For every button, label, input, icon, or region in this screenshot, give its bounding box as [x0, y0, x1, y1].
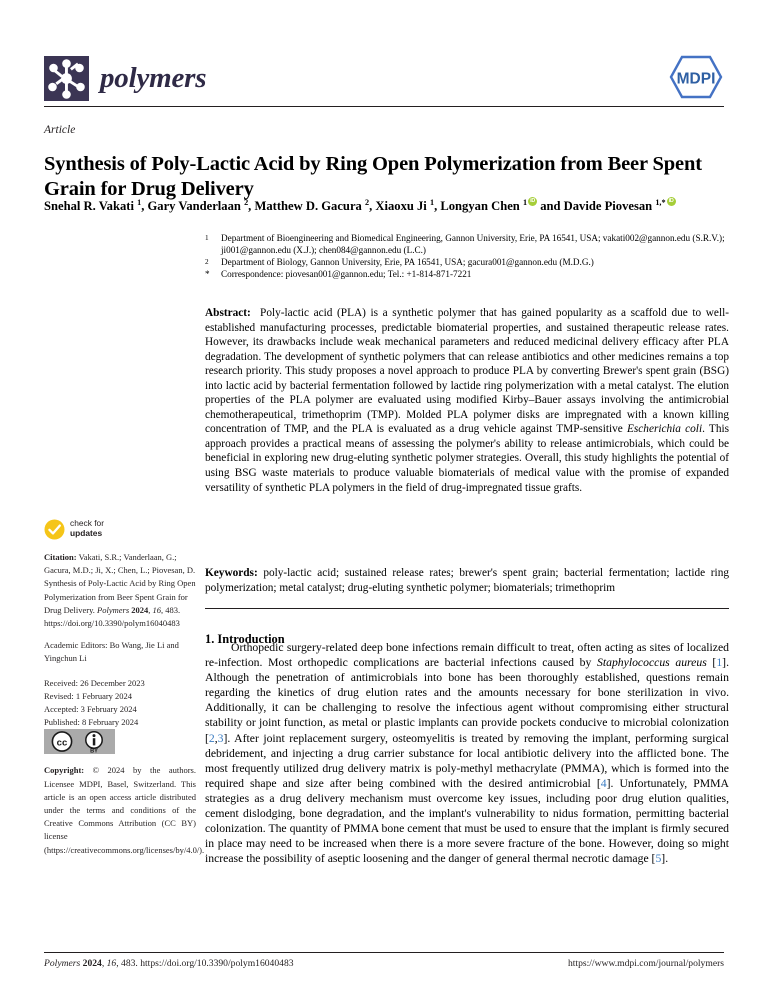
- publication-dates: [44, 677, 196, 730]
- footer-journal-url[interactable]: https://www.mdpi.com/journal/polymers: [567, 958, 724, 969]
- citation-block: Citation: Vakati, S.R.; Vanderlaan, G.; Gacura, M.D.; Ji, X.; Chen, L.; Piovesan, D. Synthesis of Poly-Lactic Acid by Ring Open Polymerization from Beer Spent Grain for Drug Delivery. Polymers 2024, 16, 483. https://doi.org/10.3390/polym16040483: [44, 552, 196, 629]
- affiliation-text: Department of Bioengineering and Biomedical Engineering, Gannon University, Erie, PA 16541, USA; vakati002@gannon.edu (S.R.V.); ji001@gannon.edu (X.J.); chen084@gannon.edu (L.C.): [221, 233, 725, 256]
- sidebar-rail: [44, 516, 205, 857]
- article-type-label: Article: [44, 124, 76, 136]
- masthead: [44, 54, 724, 104]
- section-heading-introduction: 1. Introduction: [205, 632, 285, 647]
- check-updates-line2: updates: [70, 528, 103, 538]
- journal-logo: [44, 56, 206, 101]
- academic-editors: Academic Editors: Bo Wang, Jie Li and Yingchun Li: [44, 640, 179, 664]
- copyright-block: Copyright: © 2024 by the authors. Licensee MDPI, Basel, Switzerland. This article is an open access article distributed under the terms and conditions of the Creative Commons Attribution (CC BY) license (https://creativecommons.org/licenses/by/4.0/).: [44, 765, 205, 855]
- affiliation-marker: 1: [205, 234, 209, 242]
- affiliation-row: [205, 232, 729, 256]
- page-title: Synthesis of Poly-Lactic Acid by Ring Open Polymerization from Beer Spent Grain for Drug Delivery: [44, 152, 702, 200]
- affiliation-row: [205, 268, 729, 280]
- mdpi-logo-icon: [668, 54, 724, 100]
- abstract-block: Abstract: Poly-lactic acid (PLA) is a synthetic polymer that has gained popularity as a scaffold due to well-established manufacturing processes, predictable biomaterial properties, and sustained therapeutic release rates. However, its drawbacks include weak mechanical parameters and reduced medicinal delivery efficacy after PLA degradation. The development of synthetic polymers that can release antibiotics and other medicines remains a top research priority. This study proposes a novel approach to produce PLA by converting Brewer's spent grain (BSG) into lactic acid by bacterial fermentation followed by lactide ring polymerization with a metal catalyst. The elution properties of the PLA polymer are evaluated using modified Kirby–Bauer assays involving the antimicrobial chemotherapeutical, trimethoprim (TMP). Molded PLA polymer disks are impregnated with a known killing concentration of TMP, and the PLA is evaluated as a drug vehicle against TMP-sensitive Escherichia coli. This approach provides a practical means of assessing the polymer's ability to release antimicrobials, which could be beneficial in exploring new drug-eluting synthetic polymer strategies. Overall, this study highlights the potential of using BSG waste materials to produce valuable biomaterials of medical value with the promise of expanded versatility of synthetic PLA polymers in the field of drug-impregnated tissue grafts.: [205, 307, 729, 494]
- orcid-icon[interactable]: [528, 197, 537, 206]
- keywords-label: Keywords:: [205, 567, 258, 579]
- svg-text:cc: cc: [56, 738, 68, 750]
- orcid-icon[interactable]: [667, 197, 676, 206]
- section-body-introduction: Orthopedic surgery-related deep bone infections remain difficult to treat, often acting as sites of localized re-infection. Most orthopedic complications are bacterial infections caused by Staphylococcus aureus [1]. Although the penetration of antimicrobials into bone has been thoroughly established, questions remain regarding the kinetics of drug elution rates and the amounts necessary for bone sterilization in vivo. Additionally, it can be challenging to resolve the infectious agent without compromising either structural stability or joint function, as metal or plastic implants can provide pockets conducive to microbial colonization [2,3]. After joint replacement surgery, osteomyelitis is treated by removing the implant, performing surgical debridement, and injecting a drug carrier substance for local antibiotic delivery into the afflicted bone. The most frequently utilized drug delivery matrix is poly-methyl methacrylate (PMMA), which is formed into the required shape and size after being combined with the desired antimicrobial [4]. Unfortunately, PMMA strategies as a drug delivery mechanism must overcome key issues, including poor drug elution qualities, cement dislodging, bone degradation, and the implant's vulnerability to nidus formation, permitting bacterial colonization. The quantity of PMMA bone cement that must be used to ensure that the implant is firmly secured in place may need to be increased when there is a more severe fracture of the bone. However, doing so might increase the possibility of aseptic loosening and the danger of general thermal necrotic damage [5].: [205, 641, 729, 866]
- check-for-updates-label: [70, 519, 104, 538]
- section-divider: [205, 608, 729, 609]
- keywords-block: Keywords: poly-lactic acid; sustained release rates; brewer's spent grain; bacterial fermentation; lactide ring polymerization; metal catalyst; drug-eluting synthetic polymer; biomaterials; trimethoprim: [205, 567, 729, 594]
- copyright-label: Copyright:: [44, 765, 85, 776]
- publication-date: Received: 26 December 2023: [44, 677, 145, 688]
- check-for-updates-badge[interactable]: [44, 516, 196, 542]
- check-circle-icon: [44, 519, 65, 540]
- footer-citation: Polymers 2024, 16, 483. https://doi.org/10.3390/polym16040483: [44, 958, 294, 969]
- publication-date: Accepted: 3 February 2024: [44, 704, 137, 715]
- affiliation-text: Correspondence: piovesan001@gannon.edu; Tel.: +1-814-871-7221: [221, 269, 472, 280]
- affiliation-marker: *: [205, 269, 210, 280]
- journal-title: polymers: [100, 62, 207, 94]
- abstract-label: Abstract:: [205, 307, 251, 319]
- creative-commons-by-icon[interactable]: [44, 738, 115, 758]
- citation-label: Citation:: [44, 552, 77, 562]
- check-updates-line1: check for: [70, 518, 104, 529]
- svg-text:MDPI: MDPI: [676, 70, 716, 88]
- affiliation-text: Department of Biology, Gannon University, Erie, PA 16541, USA; gacura001@gannon.edu (M.D.G.): [221, 257, 594, 268]
- svg-text:BY: BY: [90, 749, 98, 755]
- publication-date: Revised: 1 February 2024: [44, 690, 133, 701]
- masthead-divider: [44, 106, 724, 107]
- page-footer: [44, 958, 724, 969]
- publication-date: Published: 8 February 2024: [44, 717, 139, 728]
- affiliation-row: [205, 256, 729, 268]
- author-list: Snehal R. Vakati $^1$, Gary Vanderlaan $^2$, Matthew D. Gacura $^2$, Xiaoxu Ji $^1$, Longyan Chen $^1$iD and Davide Piovesan $^{1,*}$iD: [44, 196, 734, 215]
- affiliations-block: [205, 232, 729, 280]
- footer-divider: [44, 952, 724, 953]
- affiliation-marker: 2: [205, 258, 209, 267]
- polymers-molecule-icon: [44, 56, 89, 101]
